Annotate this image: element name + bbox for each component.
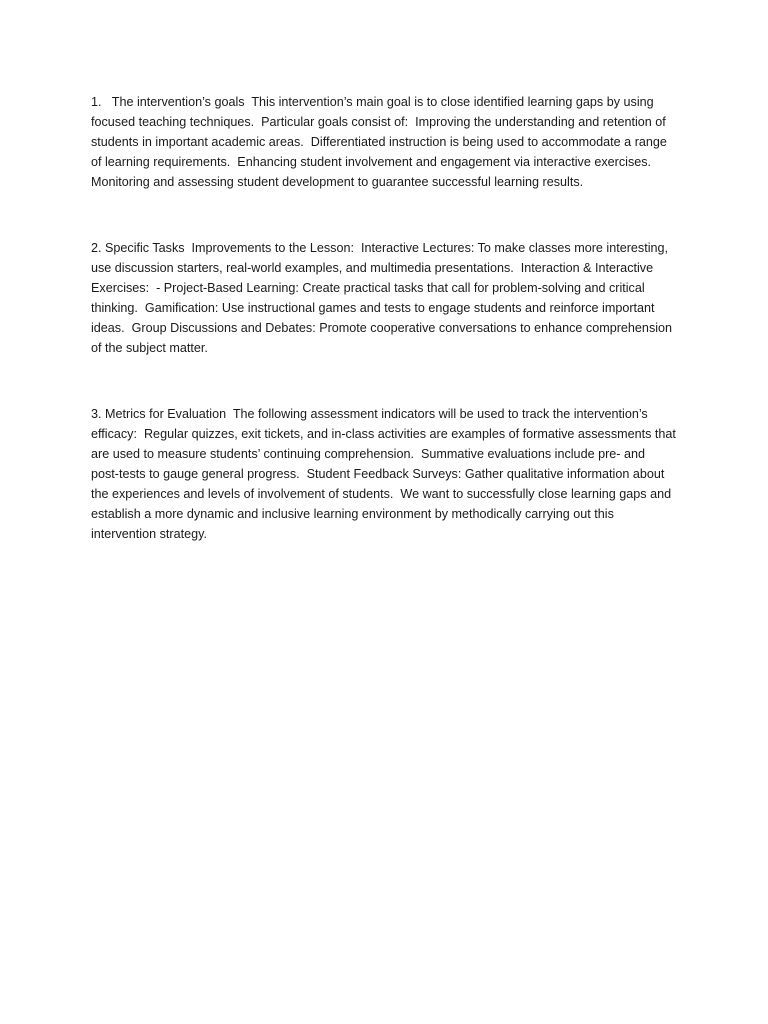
paragraph-line: establish a more dynamic and inclusive learning environment by methodically carrying out this (91, 507, 614, 521)
paragraph-line: of the subject matter. (91, 341, 208, 355)
paragraph-line: post-tests to gauge general progress. Student Feedback Surveys: Gather qualitative information about (91, 467, 665, 481)
paragraph-line: use discussion starters, real-world examples, and multimedia presentations. Interaction & Interactive (91, 261, 654, 275)
paragraph-line: are used to measure students’ continuing comprehension. Summative evaluations include pre- and (91, 447, 645, 461)
paragraph-line: thinking. Gamification: Use instructional games and tests to engage students and reinforce important (91, 301, 655, 315)
paragraph-line: 3. Metrics for Evaluation The following assessment indicators will be used to track the intervention’s (91, 407, 648, 421)
document-body (91, 92, 681, 544)
paragraph-line: efficacy: Regular quizzes, exit tickets, and in-class activities are examples of formative assessments that (91, 427, 676, 441)
paragraph-intervention-goals (91, 92, 681, 192)
paragraph-line: of learning requirements. Enhancing student involvement and engagement via interactive exercises. (91, 155, 652, 169)
paragraph-line: ideas. Group Discussions and Debates: Promote cooperative conversations to enhance comprehension (91, 321, 673, 335)
paragraph-line: Monitoring and assessing student development to guarantee successful learning results. (91, 175, 584, 189)
paragraph-metrics-evaluation (91, 404, 681, 544)
paragraph-line: students in important academic areas. Differentiated instruction is being used to accommodate a range (91, 135, 667, 149)
paragraph-line: 1. The intervention’s goals This intervention’s main goal is to close identified learning gaps by using (91, 95, 654, 109)
paragraph-line: focused teaching techniques. Particular goals consist of: Improving the understanding and retention of (91, 115, 666, 129)
paragraph-line: Exercises: - Project-Based Learning: Create practical tasks that call for problem-solving and critical (91, 281, 645, 295)
paragraph-line: 2. Specific Tasks Improvements to the Lesson: Interactive Lectures: To make classes more interesting, (91, 241, 669, 255)
paragraph-specific-tasks (91, 238, 681, 358)
paragraph-line: the experiences and levels of involvement of students. We want to successfully close learning gaps and (91, 487, 672, 501)
paragraph-line: intervention strategy. (91, 527, 207, 541)
